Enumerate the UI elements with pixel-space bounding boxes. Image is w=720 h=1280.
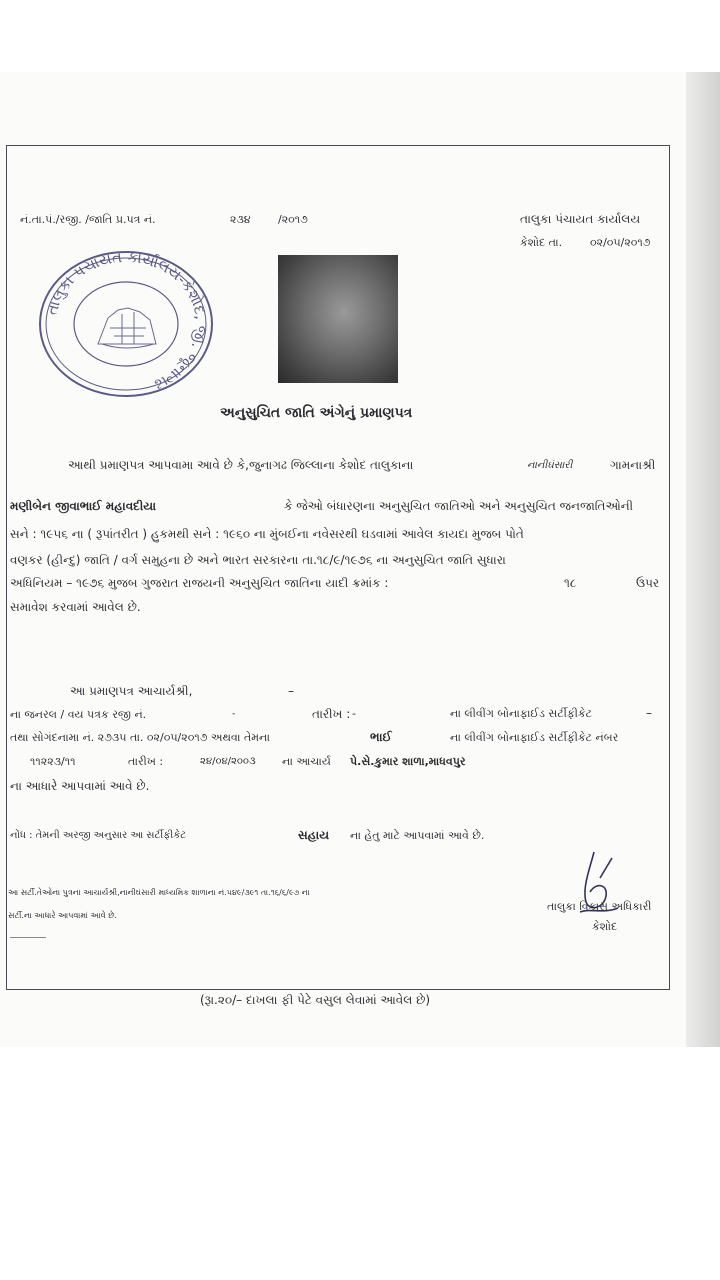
leaving-certificate-2: ના લીવીંગ બોનાફાઈડ સર્ટીફીકેટ નંબર bbox=[450, 731, 619, 744]
village-name: નાનીઘંસારી bbox=[527, 460, 573, 471]
date-value: - bbox=[352, 707, 356, 720]
leaving-certificate-1-value: – bbox=[646, 706, 652, 720]
body-line-4: વણકર (હીન્દુ) જાતિ / વર્ગ સમુહના છે અને ભારત સરકારના તા.૧૮/૯/૧૯૭૬ ના અનુસુચિત જાતિ સુધારા bbox=[10, 553, 506, 567]
reference-number: ૨૩૪ bbox=[230, 213, 251, 226]
body-line-1-end: ગામનાશ્રી bbox=[610, 458, 656, 472]
certificate-title: અનુસુચિત જાતિ અંગેનું પ્રમાણપત્ર bbox=[220, 405, 413, 421]
general-register-value: - bbox=[232, 709, 236, 719]
list-serial-number: ૧૮ bbox=[564, 576, 577, 590]
body-line-5: અધિનિયમ – ૧૯૭૬ મુજબ ગુજરાત રાજયની અનુસુચિત જાતિના યાદી ક્રમાંક : bbox=[10, 576, 389, 590]
divider bbox=[10, 937, 46, 938]
certificate-number: ૧૧૨૨૩/૧૧ bbox=[30, 755, 76, 768]
relation-brother: ભાઈ bbox=[370, 730, 392, 744]
page-edge-shadow bbox=[686, 72, 720, 1047]
general-register-label: ના જનરલ / વય પત્રક રજી નં. bbox=[10, 708, 147, 721]
leaving-certificate-1: ના લીવીંગ બોનાફાઈડ સર્ટીફીકેટ bbox=[450, 707, 593, 720]
office-place: કેશોદ તા. bbox=[520, 236, 563, 249]
reference-year: /૨૦૧૭ bbox=[278, 213, 308, 226]
affidavit-line: તથા સોગંદનામા નં. ૨૭૩૫ તા. ૦૨/૦૫/૨૦૧૭ અથવા તેમના bbox=[10, 731, 270, 744]
footnote-line-1: આ સર્ટી.તેઓના પુત્રના આચાર્યશ્રી,નાનીઘંસારી માધ્યમિક શાળાના નં.૫૪૯/૩૯૧ તા.૧૬/૬/૯૭ ના bbox=[8, 888, 310, 897]
footnote-line-2: સર્ટી.ના આધારે આપવામાં આવે છે. bbox=[8, 911, 117, 920]
body-line-6: સમાવેશ કરવામાં આવેલ છે. bbox=[10, 600, 141, 614]
principal-label: ના આચાર્ય bbox=[282, 755, 331, 768]
note-text: નોંધ : તેમની અરજી અનુસાર આ સર્ટીફીકેટ bbox=[10, 830, 187, 841]
body-line-1: આથી પ્રમાણપત્ર આપવામા આવે છે કે,જુનાગઢ જિલ્લાના કેશોદ તાલુકાના bbox=[68, 458, 414, 472]
officer-signature bbox=[560, 848, 630, 928]
seal-text: તાલુકા પંચાયત કાર્યાલય-કેશોદ, જી. જૂનાગઢ bbox=[42, 248, 211, 394]
note-purpose: સહાય bbox=[298, 828, 330, 842]
fee-note: (રૂા.૨૦/– દાખલા ફી પેટે વસુલ લેવામાં આવેલ છે) bbox=[200, 993, 431, 1007]
basis-line: ના આધારે આપવામાં આવે છે. bbox=[10, 779, 150, 793]
office-seal bbox=[32, 248, 220, 400]
note-tail: ના હેતુ માટે આપવામાં આવે છે. bbox=[350, 829, 485, 842]
body-line-5-end: ઉપર bbox=[636, 576, 660, 590]
holder-name: મણીબેન જીવાભાઈ મહાવદીયા bbox=[10, 499, 157, 513]
signatory-title: તાલુકા વિકાસ અધિકારી bbox=[547, 900, 652, 913]
body-line-3: સને : ૧૯૫૬ ના ( રૂપાંતરીત ) હુકમથી સને : ૧૯૬૦ ના મુંબઈના નવેસરથી ઘડવામાં આવેલ કાયદા મુજબ પોતે bbox=[10, 527, 524, 541]
applicant-photo bbox=[278, 255, 398, 383]
signatory-place: કેશોદ bbox=[592, 920, 618, 933]
body-line-2: કે જેઓ બંધારણના અનુસુચિત જાતિઓ અને અનુસુચિત જનજાતિઓની bbox=[284, 499, 634, 513]
certificate-date-label: તારીખ : bbox=[128, 755, 164, 768]
office-date: ૦૨/૦૫/૨૦૧૭ bbox=[590, 236, 651, 249]
para2-dash-1: – bbox=[288, 684, 294, 698]
office-name: તાલુકા પંચાયત કાર્યાલય bbox=[520, 212, 641, 226]
date-label: તારીખ : bbox=[312, 707, 351, 721]
para2-line-1: આ પ્રમાણપત્ર આચાર્યશ્રી, bbox=[70, 684, 193, 698]
school-name: પે.સે.કુમાર શાળા,માધવપુર bbox=[350, 755, 466, 768]
reference-label: નં.તા.પં./રજી. /જાતિ પ્ર.પત્ર નં. bbox=[20, 213, 156, 226]
certificate-date: ૨૪/૦૪/૨૦૦૩ bbox=[200, 756, 256, 767]
